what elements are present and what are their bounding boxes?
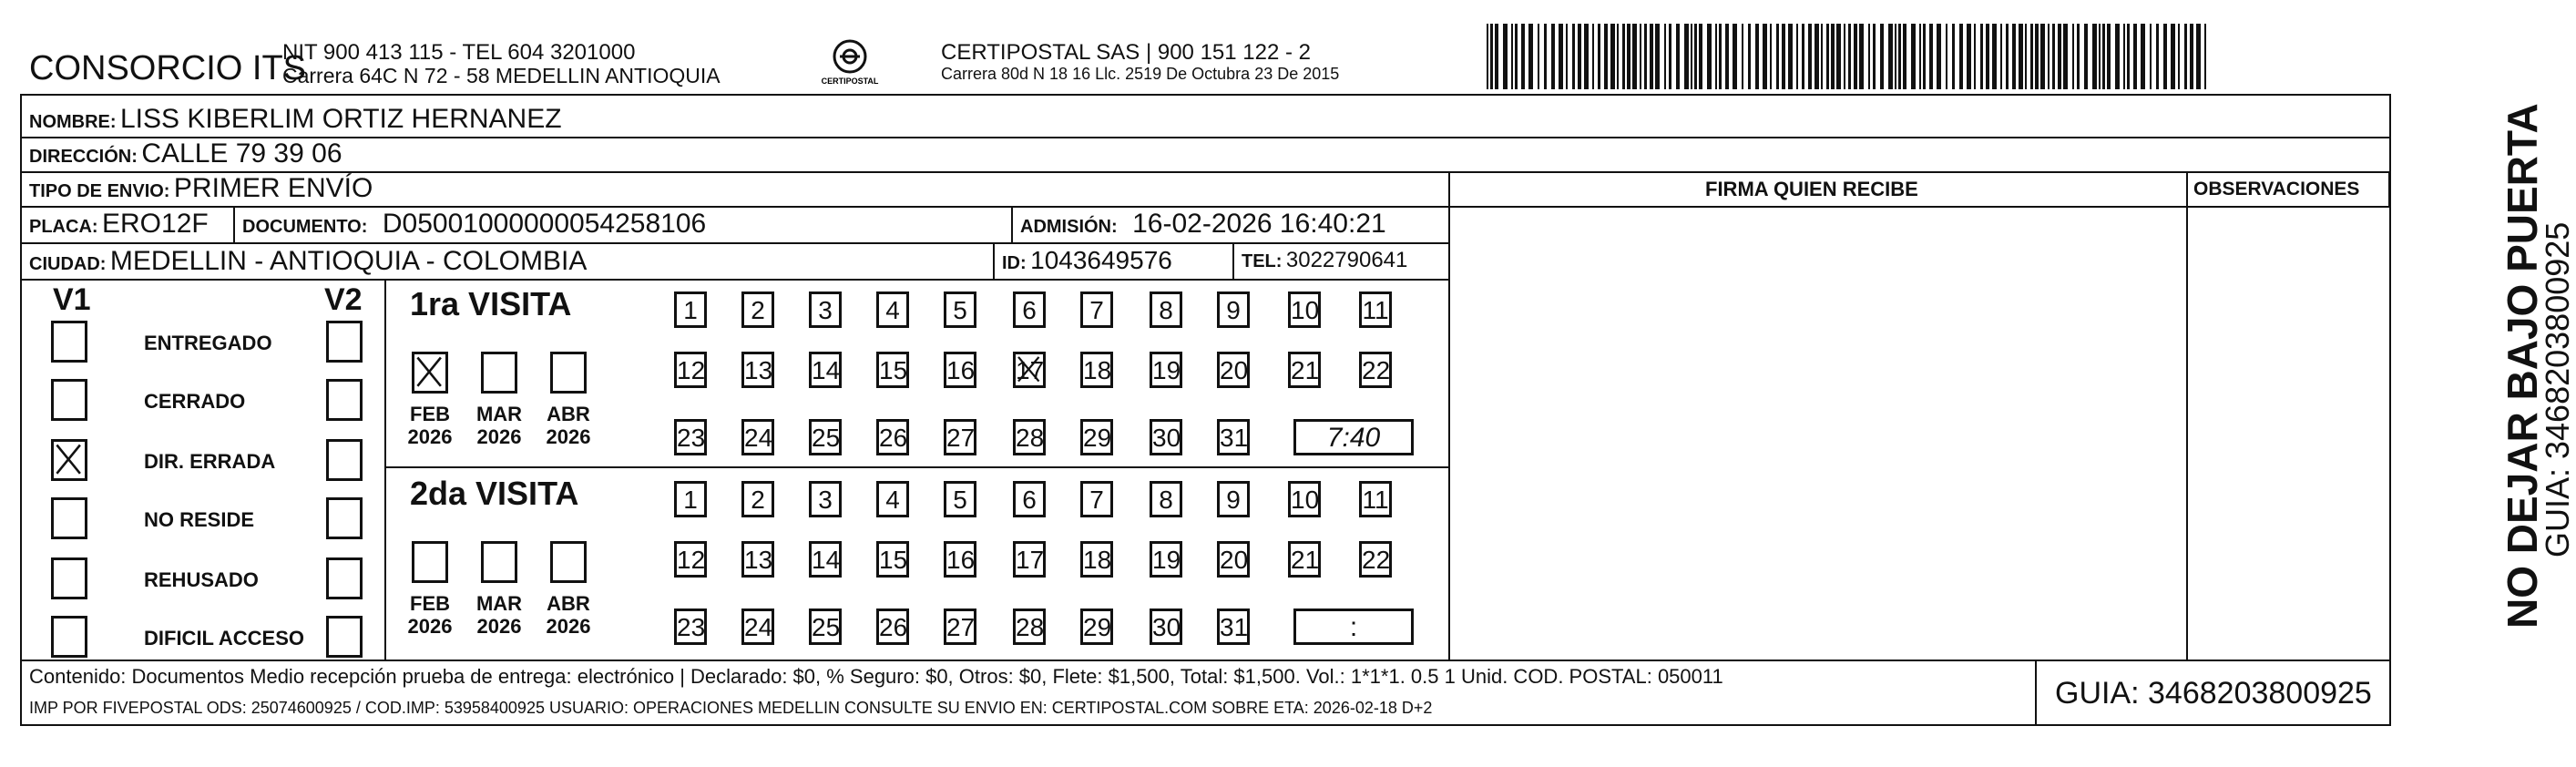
visit-month-checkbox[interactable] (550, 541, 587, 583)
barcode-bar (1627, 24, 1630, 89)
barcode-bar (1873, 24, 1876, 89)
visit-day-box[interactable]: 29 (1080, 608, 1113, 645)
barcode-bar (1888, 24, 1893, 89)
barcode-bar (1821, 24, 1823, 89)
barcode-bar (1592, 24, 1594, 89)
barcode-bar (1946, 24, 1947, 89)
status-v2-checkbox[interactable] (326, 616, 363, 658)
barcode-bar (2012, 24, 2016, 89)
barcode-bar (1748, 24, 1751, 89)
barcode-bar (1511, 24, 1513, 89)
status-v1-checkbox[interactable] (51, 497, 87, 539)
status-label: ENTREGADO (144, 332, 272, 354)
barcode-bar (1650, 24, 1653, 89)
logo-caption: CERTIPOSTAL (821, 77, 879, 86)
barcode-bar (2184, 24, 2187, 89)
visit-month-checkbox[interactable] (481, 352, 517, 394)
barcode-bar (1929, 24, 1933, 89)
barcode-bar (1880, 24, 1884, 89)
barcode-bar (1854, 24, 1857, 89)
visit-month-checkbox[interactable] (481, 541, 517, 583)
visit-day-box[interactable]: 5 (944, 291, 976, 328)
barcode-bar (2040, 24, 2045, 89)
barcode-bar (1836, 24, 1841, 89)
barcode-bar (1676, 24, 1680, 89)
visit-day-box[interactable]: 25 (809, 419, 842, 455)
visit-day-box[interactable]: 28 (1013, 419, 1046, 455)
barcode-bar (1495, 24, 1498, 89)
company-name: CONSORCIO ITS (29, 49, 307, 87)
check-mark-icon (414, 354, 445, 391)
side-guia: GUIA: 3468203800925 (2539, 221, 2576, 557)
id-value: 1043649576 (1030, 246, 1172, 274)
partner-name: CERTIPOSTAL SAS | 900 151 122 - 2 (941, 40, 1311, 65)
status-label: CERRADO (144, 390, 246, 413)
status-v1-checkbox[interactable] (51, 557, 87, 599)
name-value: LISS KIBERLIM ORTIZ HERNANEZ (120, 104, 562, 134)
visit-day-box[interactable]: 19 (1150, 352, 1182, 388)
barcode-bar (1831, 24, 1835, 89)
barcode-bar (1844, 24, 1845, 89)
barcode-bar (2063, 24, 2068, 89)
city-label: CIUDAD: (29, 254, 107, 274)
visit-day-box[interactable]: 10 (1288, 481, 1321, 517)
visit-day-box[interactable]: 6 (1013, 481, 1046, 517)
type-value: PRIMER ENVÍO (173, 173, 373, 203)
check-mark-icon (54, 442, 85, 478)
visit-day-box[interactable]: 12 (674, 541, 707, 578)
barcode-bar (2102, 24, 2105, 89)
visit-title: 2da VISITA (410, 475, 579, 512)
id-row (1002, 248, 1172, 273)
barcode-bar (2196, 24, 2201, 89)
barcode-bar (2006, 24, 2009, 89)
barcode-bar (1974, 24, 1976, 89)
status-v2-checkbox[interactable] (326, 379, 363, 421)
visit-day-box[interactable]: 19 (1150, 541, 1182, 578)
address-label: DIRECCIÓN: (29, 147, 138, 167)
visit-day-box[interactable]: 24 (741, 419, 774, 455)
barcode-bar (1664, 24, 1666, 89)
visit-day-box[interactable]: 7 (1080, 291, 1113, 328)
visit-day-box[interactable]: 23 (674, 608, 707, 645)
barcode-bar (2115, 24, 2120, 89)
visit-day-box[interactable]: 27 (944, 419, 976, 455)
visit-day-number: 17 (1016, 356, 1045, 384)
observaciones-header: OBSERVACIONES (2193, 179, 2360, 199)
barcode-bar (1919, 24, 1921, 89)
barcode-bar (1733, 24, 1737, 89)
visit-day-box[interactable]: 20 (1217, 541, 1250, 578)
visit-day-box[interactable]: 14 (809, 541, 842, 578)
visit-day-box[interactable]: 18 (1080, 352, 1113, 388)
company-nit: NIT 900 413 115 - TEL 604 3201000 (282, 40, 636, 65)
barcode-bar (1528, 24, 1533, 89)
barcode-bar (1895, 24, 1896, 89)
barcode-bar (2052, 24, 2055, 89)
barcode-bar (2092, 24, 2097, 89)
barcode-bar (1826, 24, 1829, 89)
visit-day-box[interactable]: 31 (1217, 608, 1250, 645)
barcode-bar (2072, 24, 2074, 89)
visit-day-box[interactable]: 22 (1359, 352, 1392, 388)
barcode-bar (1763, 24, 1767, 89)
barcode-bar (1694, 24, 1697, 89)
visit-day-box[interactable]: 18 (1080, 541, 1113, 578)
partner-address: Carrera 80d N 18 16 Llc. 2519 De Octubra 23 De 2015 (941, 65, 1340, 83)
visit-day-box[interactable]: 26 (876, 608, 909, 645)
visit-day-box[interactable]: 21 (1288, 541, 1321, 578)
visit-day-box[interactable]: 24 (741, 608, 774, 645)
visit-day-box[interactable]: 1 (674, 291, 707, 328)
tel-label: TEL: (1242, 251, 1283, 271)
visit-day-box[interactable]: 15 (876, 352, 909, 388)
no-dejar-notice: NO DEJAR BAJO PUERTA (2499, 103, 2546, 629)
status-v2-checkbox[interactable] (326, 321, 363, 363)
visit-day-box[interactable]: 11 (1359, 291, 1392, 328)
visit-day-box[interactable]: 9 (1217, 291, 1250, 328)
barcode-bar (2019, 24, 2023, 89)
barcode-bar (2035, 24, 2039, 89)
status-label: DIFICIL ACCESO (144, 627, 305, 649)
barcode-bar (1980, 24, 1983, 89)
visit-day-box[interactable]: 13 (741, 541, 774, 578)
barcode-bar (1903, 24, 1906, 89)
v1-label: V1 (53, 282, 91, 317)
admission-value: 16-02-2026 16:40:21 (1132, 209, 1386, 239)
visit-day-box[interactable]: 4 (876, 481, 909, 517)
tel-row (1242, 250, 1407, 271)
visit-day-box[interactable]: 25 (809, 608, 842, 645)
barcode-bar (2123, 24, 2125, 89)
visit-time-box[interactable]: : (1293, 608, 1414, 645)
visit-day-box[interactable]: 9 (1217, 481, 1250, 517)
status-v2-checkbox[interactable] (326, 439, 363, 481)
barcode-bar (1604, 24, 1608, 89)
imp-line: IMP POR FIVEPOSTAL ODS: 25074600925 / COD.IMP: 53958400925 USUARIO: OPERACIONES MEDELLIN CONSULTE SU ENVIO EN: CERTIPOSTAL.COM SOBRE ETA: 2026-02-18 D+2 (29, 699, 1433, 717)
barcode-bar (1490, 24, 1493, 89)
barcode-bar (1538, 24, 1539, 89)
type-row (29, 175, 373, 202)
visit-month-checkbox[interactable] (412, 541, 448, 583)
barcode-bar (1521, 24, 1525, 89)
barcode-bar (2127, 24, 2130, 89)
barcode-bar (1937, 24, 1941, 89)
barcode-bar (2190, 24, 2193, 89)
barcode-bar (1684, 24, 1689, 89)
visit-month-label: MAR 2026 (475, 592, 523, 639)
status-v1-checkbox[interactable] (51, 379, 87, 421)
barcode-bar (1632, 24, 1637, 89)
barcode-bar (1782, 24, 1785, 89)
visit-day-box[interactable]: 20 (1217, 352, 1250, 388)
barcode-bar (2000, 24, 2002, 89)
barcode-bar (1808, 24, 1812, 89)
status-label: DIR. ERRADA (144, 450, 276, 473)
visit-month-label: FEB 2026 (407, 403, 453, 449)
barcode-bar (1707, 24, 1712, 89)
visit-day-box[interactable]: 16 (944, 541, 976, 578)
id-label: ID: (1002, 253, 1027, 273)
content-line: Contenido: Documentos Medio recepción prueba de entrega: electrónico | Declarado: $0, % Seguro: $0, Otros: $0, Flete: $1,500, Total: $1,500. Vol.: 1*1*1. 0.5 1 Unid. COD. POSTAL: 050011 (29, 665, 1723, 688)
barcode-bar (2025, 24, 2027, 89)
barcode-bar (2171, 24, 2175, 89)
barcode-bar (1640, 24, 1641, 89)
status-label: REHUSADO (144, 568, 259, 591)
barcode-bar (1691, 24, 1692, 89)
barcode-bar (1898, 24, 1901, 89)
barcode-bar (1923, 24, 1926, 89)
barcode-bar (2048, 24, 2050, 89)
type-label: TIPO DE ENVIO: (29, 181, 170, 201)
visit-day-box[interactable]: 27 (944, 608, 976, 645)
visit-day-box[interactable]: 10 (1288, 291, 1321, 328)
firma-header: FIRMA QUIEN RECIBE (1705, 178, 1918, 200)
visit-day-box[interactable]: 6 (1013, 291, 1046, 328)
footer-guia: GUIA: 3468203800925 (2055, 676, 2372, 711)
visit-day-box[interactable]: 29 (1080, 419, 1113, 455)
name-label: NOMBRE: (29, 112, 117, 132)
barcode-bar (1959, 24, 1963, 89)
address-value: CALLE 79 39 06 (141, 138, 342, 169)
visit-day-box[interactable]: 13 (741, 352, 774, 388)
barcode-bar (1868, 24, 1870, 89)
barcode-bar (2150, 24, 2152, 89)
admission-label: ADMISIÓN: (1020, 217, 1118, 237)
visit-day-box[interactable]: 23 (674, 419, 707, 455)
visit-month-label: MAR 2026 (475, 403, 523, 449)
barcode-bar (1742, 24, 1743, 89)
certipostal-logo (820, 36, 880, 91)
visit-day-box[interactable]: 3 (809, 291, 842, 328)
barcode-bar (1755, 24, 1759, 89)
barcode-bar (2204, 24, 2206, 89)
barcode-bar (1655, 24, 1660, 89)
visit-day-box[interactable]: 2 (741, 291, 774, 328)
visit-month-checkbox[interactable] (550, 352, 587, 394)
barcode-bar (1551, 24, 1555, 89)
status-v1-checkbox[interactable] (51, 321, 87, 363)
barcode-bar (2030, 24, 2033, 89)
visit-day-box[interactable]: 30 (1150, 608, 1182, 645)
barcode-bar (2156, 24, 2159, 89)
barcode-bar (1578, 24, 1581, 89)
barcode-bar (1796, 24, 1798, 89)
barcode-bar (1848, 24, 1851, 89)
visit-month-label: ABR 2026 (546, 592, 591, 639)
barcode-bar (1610, 24, 1615, 89)
barcode-bar (1788, 24, 1793, 89)
barcode-bar (1719, 24, 1722, 89)
name-row (29, 106, 562, 133)
city-value: MEDELLIN - ANTIOQUIA - COLOMBIA (109, 246, 588, 276)
visit-day-box[interactable]: 12 (674, 352, 707, 388)
address-row (29, 140, 342, 168)
barcode-bar (1952, 24, 1955, 89)
barcode-bar (1559, 24, 1563, 89)
status-v2-checkbox[interactable] (326, 497, 363, 539)
visit-day-box[interactable]: 28 (1013, 608, 1046, 645)
document-row (242, 210, 706, 238)
admission-row (1020, 210, 1386, 238)
visit-day-box[interactable]: 2 (741, 481, 774, 517)
barcode-bar (1503, 24, 1508, 89)
visit-month-label: FEB 2026 (407, 592, 453, 639)
visit-day-box[interactable]: 4 (876, 291, 909, 328)
visit-day-box[interactable]: 26 (876, 419, 909, 455)
status-v1-checkbox[interactable] (51, 439, 87, 481)
barcode-bar (2077, 24, 2080, 89)
barcode-bar (1967, 24, 1971, 89)
barcode-bar (1669, 24, 1671, 89)
barcode-bar (2178, 24, 2180, 89)
barcode-bar (1622, 24, 1625, 89)
visit-day-box[interactable]: 11 (1359, 481, 1392, 517)
barcode-bar (1544, 24, 1547, 89)
tel-value: 3022790641 (1285, 248, 1408, 272)
city-row (29, 248, 587, 275)
form-frame (20, 94, 2391, 726)
barcode-bar (2099, 24, 2101, 89)
barcode-bar (1566, 24, 1568, 89)
document-value: D05001000000054258106 (382, 209, 707, 239)
visit-day-box[interactable]: 3 (809, 481, 842, 517)
barcode-bar (1487, 24, 1488, 89)
visit-day-box[interactable]: 31 (1217, 419, 1250, 455)
barcode-bar (1644, 24, 1647, 89)
status-v2-checkbox[interactable] (326, 557, 363, 599)
plate-label: PLACA: (29, 217, 98, 237)
barcode-bar (1617, 24, 1619, 89)
barcode-bar (1572, 24, 1575, 89)
visit-day-box[interactable]: 14 (809, 352, 842, 388)
barcode-bar (2141, 24, 2145, 89)
visit-month-label: ABR 2026 (546, 403, 591, 449)
barcode-bar (1776, 24, 1779, 89)
document-label: DOCUMENTO: (242, 217, 368, 237)
visit-day-box[interactable]: 30 (1150, 419, 1182, 455)
visit-day-box[interactable]: 8 (1150, 291, 1182, 328)
barcode-bar (2107, 24, 2111, 89)
visit-day-box[interactable]: 22 (1359, 541, 1392, 578)
barcode-bar (1992, 24, 1997, 89)
visit-day-box[interactable]: 15 (876, 541, 909, 578)
visit-day-box[interactable]: 17 (1013, 541, 1046, 578)
visit-day-box[interactable] (1013, 352, 1046, 388)
status-label: NO RESIDE (144, 508, 255, 531)
visit-time-box[interactable]: 7:40 (1293, 419, 1414, 455)
visit-day-box[interactable]: 7 (1080, 481, 1113, 517)
plate-value: ERO12F (102, 209, 209, 239)
barcode-bar (1770, 24, 1772, 89)
barcode-bar (1986, 24, 1989, 89)
visit-day-box[interactable]: 16 (944, 352, 976, 388)
company-address: Carrera 64C N 72 - 58 MEDELLIN ANTIOQUIA (282, 64, 721, 87)
barcode-bar (1802, 24, 1804, 89)
barcode-bar (1859, 24, 1864, 89)
barcode-bar (2163, 24, 2167, 89)
v2-label: V2 (324, 282, 363, 317)
barcode (1487, 24, 2210, 89)
visit-day-box[interactable]: 1 (674, 481, 707, 517)
barcode-bar (1911, 24, 1916, 89)
visit-day-box[interactable]: 5 (944, 481, 976, 517)
barcode-bar (2058, 24, 2061, 89)
visit-month-checkbox[interactable] (412, 352, 448, 394)
visit-day-box[interactable]: 21 (1288, 352, 1321, 388)
barcode-bar (1584, 24, 1589, 89)
barcode-bar (1725, 24, 1729, 89)
visit-day-box[interactable]: 8 (1150, 481, 1182, 517)
plate-row (29, 210, 209, 238)
barcode-bar (1598, 24, 1600, 89)
barcode-bar (1715, 24, 1717, 89)
barcode-bar (1699, 24, 1702, 89)
barcode-bar (2133, 24, 2137, 89)
barcode-bar (1515, 24, 1518, 89)
status-v1-checkbox[interactable] (51, 616, 87, 658)
barcode-bar (2084, 24, 2088, 89)
visit-title: 1ra VISITA (410, 285, 572, 322)
barcode-bar (1814, 24, 1819, 89)
